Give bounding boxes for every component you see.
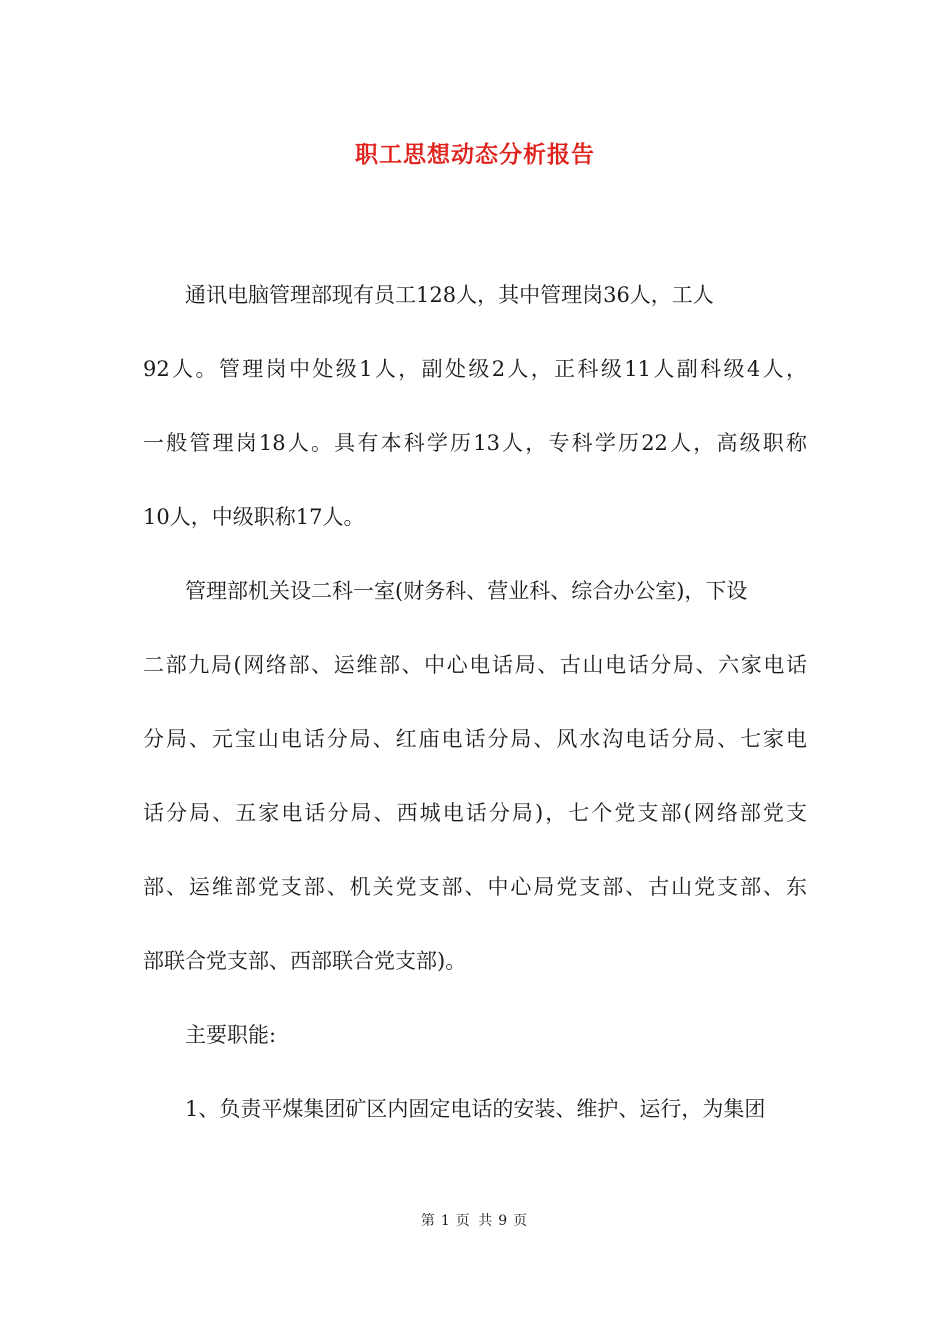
paragraph-line: 话分局、五家电话分局、西城电话分局)，七个党支部(网络部党支 xyxy=(143,801,807,825)
section-heading: 主要职能: xyxy=(143,1023,277,1047)
footer-middle: 页 共 xyxy=(455,1213,495,1229)
paragraph-line: 10人，中级职称17人。 xyxy=(143,505,365,529)
paragraph-line: 二部九局(网络部、运维部、中心电话局、古山电话分局、六家电话 xyxy=(143,653,807,677)
paragraph-line: 分局、元宝山电话分局、红庙电话分局、风水沟电话分局、七家电 xyxy=(143,727,807,751)
paragraph-line: 部联合党支部、西部联合党支部)。 xyxy=(143,949,467,973)
paragraph-line: 通讯电脑管理部现有员工128人，其中管理岗36人，工人 xyxy=(143,283,714,307)
paragraph-line: 部、运维部党支部、机关党支部、中心局党支部、古山党支部、东 xyxy=(143,875,807,899)
page-title: 职工思想动态分析报告 xyxy=(355,141,595,168)
paragraph-line: 1、负责平煤集团矿区内固定电话的安装、维护、运行，为集团 xyxy=(143,1097,766,1121)
footer-prefix: 第 xyxy=(420,1213,437,1229)
footer-suffix: 页 xyxy=(513,1213,530,1229)
paragraph-line: 92人。管理岗中处级1人，副处级2人，正科级11人副科级4人， xyxy=(143,357,807,381)
page-footer xyxy=(0,1210,950,1230)
paragraph-line: 管理部机关设二科一室(财务科、营业科、综合办公室)，下设 xyxy=(143,579,748,603)
total-page-number: 9 xyxy=(498,1213,510,1229)
paragraph-line: 一般管理岗18人。具有本科学历13人，专科学历22人，高级职称 xyxy=(143,431,807,455)
current-page-number: 1 xyxy=(440,1213,452,1229)
